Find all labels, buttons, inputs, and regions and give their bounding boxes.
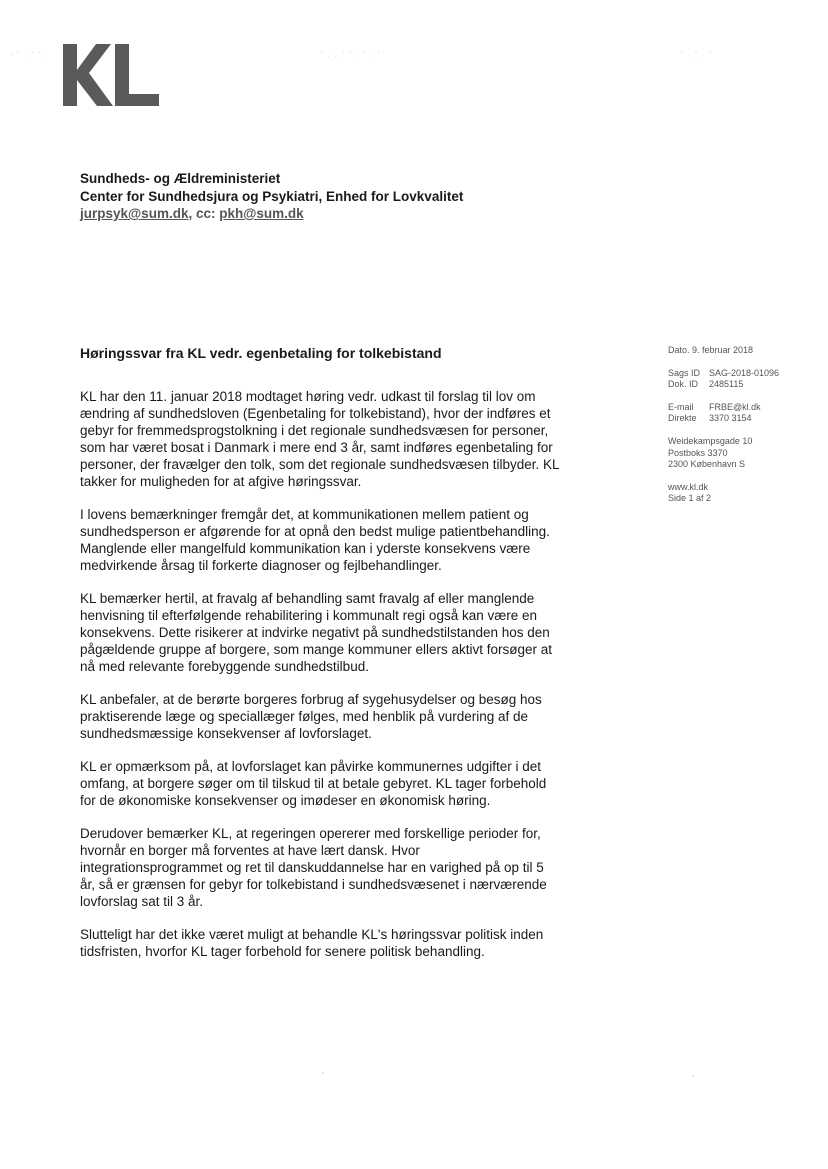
meta-address-street: Weidekampsgade 10 (668, 435, 753, 446)
scan-speck (322, 1072, 324, 1074)
bleed-through-artifact: · ˌ ˌ · · ˌ · ˌ · (320, 47, 381, 58)
bleed-through-artifact: . · ˌ · · ˌ (10, 47, 49, 58)
body-paragraph: Slutteligt har det ikke været muligt at behandle KL's høringssvar politisk inden tidsfristen, hvorfor KL tager forbehold for senere politisk behandling. (80, 927, 544, 959)
meta-email: E-mail FRBE@kl.dk (668, 401, 761, 412)
meta-address-city: 2300 København S (668, 459, 746, 470)
letter-metadata (668, 345, 818, 505)
meta-dok-id: Dok. ID 2485115 (668, 379, 744, 390)
cc-label: , cc: (188, 206, 220, 221)
recipient-block (80, 170, 463, 223)
letter-subject: Høringssvar fra KL vedr. egenbetaling for tolkebistand (80, 345, 442, 361)
meta-direkte: Direkte 3370 3154 (668, 413, 752, 424)
scan-speck (692, 1075, 694, 1077)
recipient-department: Center for Sundhedsjura og Psykiatri, Enhed for Lovkvalitet (80, 188, 464, 204)
meta-email-link[interactable]: FRBE@kl.dk (709, 401, 761, 412)
kl-logo (63, 44, 163, 106)
body-paragraph: I lovens bemærkninger fremgår det, at kommunikationen mellem patient og sundhedsperson er afgørende for at opnå den bedst mulige patientbehandling. Manglende eller mangelfuld kommunikation kan i yderste konsekvens være medvirkende årsag til forkerte diagnoser og fejlbehandlinger. (80, 507, 550, 573)
meta-date: Dato. 9. februar 2018 (668, 345, 754, 355)
body-paragraph: KL anbefaler, at de berørte borgeres forbrug af sygehusydelser og besøg hos praktiserende læge og speciallæger følges, med henblik på vurdering af de sundhedsmæssige konsekvenser af lovforslaget. (80, 692, 542, 741)
bleed-through-artifact: · ˌ · ˌ · (680, 47, 713, 58)
body-paragraph: Derudover bemærker KL, at regeringen opererer med forskellige perioder for, hvornår en borger må forventes at have lært dansk. Hvor integrationsprogrammet og ret til danskuddannelse har en varighed på op til 5 år, så er grænsen for gebyr for tolkebistand i sundhedsvæsenet i nærværende lovforslag sat til 3 år. (80, 826, 547, 909)
meta-address-postbox: Postboks 3370 (668, 447, 728, 458)
recipient-ministry: Sundheds- og Ældreministeriet (80, 171, 281, 186)
letter-body (80, 388, 560, 976)
email-link-jurpsyk[interactable]: jurpsyk@sum.dk (80, 206, 189, 221)
body-paragraph: KL har den 11. januar 2018 modtaget høring vedr. udkast til forslag til lov om ændring af sundhedsloven (Egenbetaling for tolkebistand), hvor der indføres et gebyr for fremmedsprogstolkning i det regionale sundhedsvæsen for personer, som har været bosat i Danmark i mere end 3 år, samt indføres egenbetaling for personer, der fravælger den tolk, som det regionale sundhedsvæsen tilbyder. KL takker for muligheden for at afgive høringssvar. (80, 389, 560, 489)
recipient-emails (80, 205, 463, 223)
meta-website[interactable]: www.kl.dk (668, 481, 709, 492)
body-paragraph: KL bemærker hertil, at fravalg af behandling samt fravalg af eller manglende henvisning til efterfølgende rehabilitering i kommunalt regi også kan være en konsekvens. Dette risikerer at indvirke negativt på sundhedstilstanden hos den pågældende gruppe af borgere, som mange kommuner ellers aktivt forsøger at nå med relevante forebyggende sundhedstilbud. (80, 591, 552, 674)
meta-page-number: Side 1 af 2 (668, 493, 712, 504)
email-link-pkh[interactable]: pkh@sum.dk (219, 206, 304, 221)
meta-sags-id: Sags ID SAG-2018-01096 (668, 367, 780, 378)
body-paragraph: KL er opmærksom på, at lovforslaget kan påvirke kommunernes udgifter i det omfang, at borgere søger om til tilskud til at betale gebyret. KL tager forbehold for de økonomiske konsekvenser og imødeser en økonomisk høring. (80, 759, 547, 808)
